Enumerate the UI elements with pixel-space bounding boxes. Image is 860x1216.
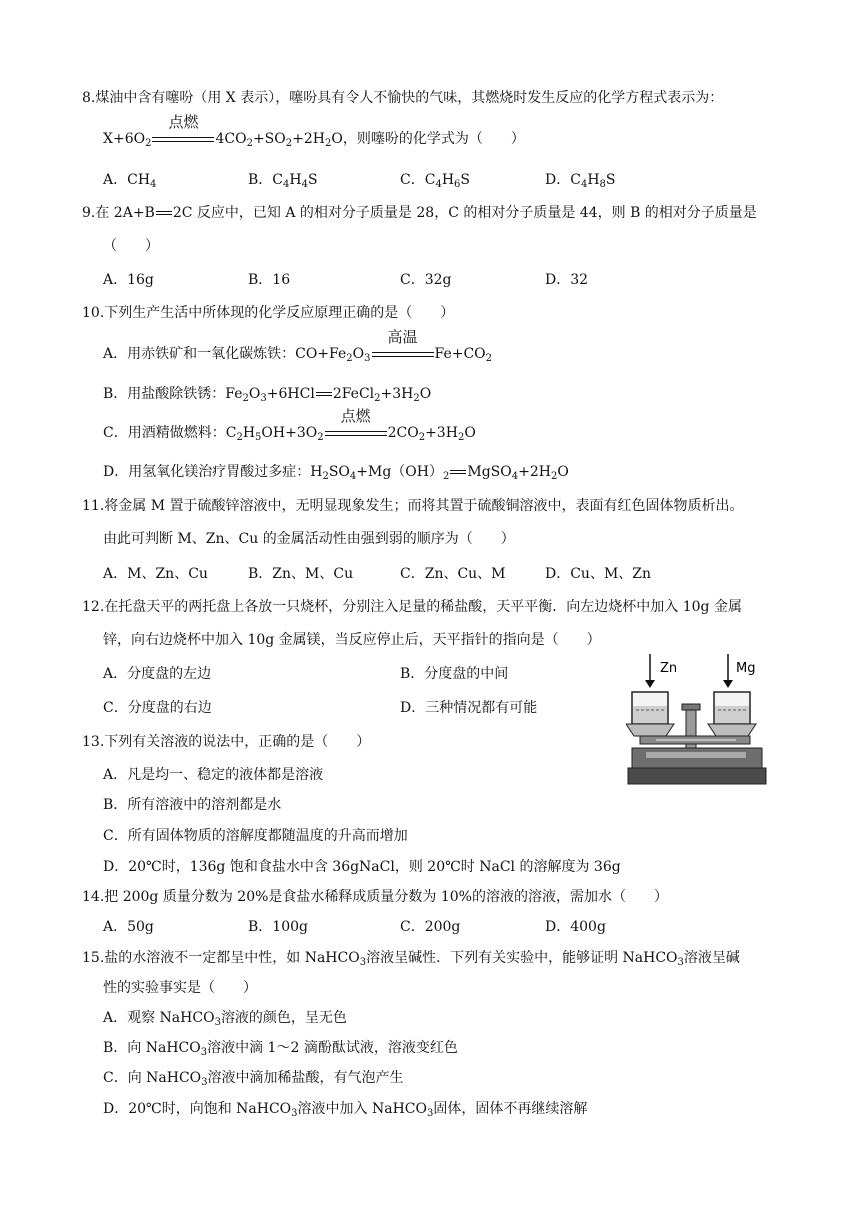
- q11-option-a[interactable]: A．M、Zn、Cu: [103, 566, 208, 582]
- q12-option-c[interactable]: C．分度盘的右边: [103, 700, 212, 716]
- q10-stem: 10.下列生产生活中所体现的化学反应原理正确的是（ ）: [82, 305, 455, 321]
- q14-option-b[interactable]: B．100g: [248, 919, 308, 935]
- q11-option-b[interactable]: B．Zn、M、Cu: [248, 566, 354, 582]
- q12-option-d[interactable]: D．三种情况都有可能: [400, 700, 538, 716]
- q8-stem: 8.煤油中含有噻吩（用 X 表示），噻吩具有令人不愉快的气味，其燃烧时发生反应的化学方程式表示为：: [82, 90, 724, 106]
- q13-option-d[interactable]: D．20℃时，136g 饱和食盐水中含 36gNaCl，则 20℃时 NaCl 的溶解度为 36g: [103, 859, 621, 875]
- q14-option-c[interactable]: C．200g: [400, 919, 461, 935]
- q8-option-a[interactable]: A．$CH_4$: [103, 172, 157, 190]
- mg-label: Mg: [736, 661, 756, 676]
- zn-label: Zn: [660, 661, 678, 676]
- q13-option-a[interactable]: A．凡是均一、稳定的液体都是溶液: [103, 767, 324, 783]
- q12-stem-2: 锌，向右边烧杯中加入 10g 金属镁，当反应停止后，天平指针的指向是（ ）: [103, 632, 601, 648]
- q11-stem-2: 由此可判断 M、Zn、Cu 的金属活动性由强到弱的顺序为（ ）: [103, 531, 515, 547]
- q11-stem: 11.将金属 M 置于硫酸锌溶液中，无明显现象发生；而将其置于硫酸铜溶液中，表面有红色固体物质析出。: [82, 498, 744, 514]
- q9-option-a[interactable]: A．16g: [103, 272, 154, 288]
- q14-stem: 14.把 200g 质量分数为 20%是食盐水稀释成质量分数为 10%的溶液的溶液，需加水（ ）: [82, 889, 668, 905]
- balance-figure: [626, 650, 770, 790]
- q14-option-a[interactable]: A．50g: [103, 919, 154, 935]
- q15-option-d[interactable]: D．20℃时，向饱和 NaHCO$_3$溶液中加入 NaHCO$_3$固体，固体不再继续溶解: [103, 1101, 588, 1119]
- q9-stem-blank: （ ）: [103, 238, 159, 254]
- q15-option-c[interactable]: C．向 NaHCO$_3$溶液中滴加稀盐酸，有气泡产生: [103, 1070, 404, 1088]
- q8-option-b[interactable]: B．$C_4H_4S$: [248, 172, 318, 190]
- q15-option-b[interactable]: B．向 NaHCO$_3$溶液中滴 1～2 滴酚酞试液，溶液变红色: [103, 1040, 458, 1058]
- q9-option-d[interactable]: D．32: [545, 272, 589, 288]
- q9-option-c[interactable]: C．32g: [400, 272, 452, 288]
- q15-stem-2: 性的实验事实是（ ）: [103, 980, 257, 996]
- q10-option-a[interactable]: A．用赤铁矿和一氧化碳炼铁：$CO+Fe_2O_3$ 高温 $Fe+CO_2$: [103, 328, 493, 364]
- reaction-condition-arrow: 高温: [372, 344, 434, 364]
- reaction-condition-arrow: 点燃: [152, 129, 214, 149]
- q12-option-a[interactable]: A．分度盘的左边: [103, 666, 212, 682]
- q14-option-d[interactable]: D．400g: [545, 919, 606, 935]
- q9-option-b[interactable]: B．16: [248, 272, 291, 288]
- q13-option-c[interactable]: C．所有固体物质的溶解度都随温度的升高而增加: [103, 828, 408, 844]
- q12-option-b[interactable]: B．分度盘的中间: [400, 666, 509, 682]
- q9-stem: 9.在 2A+B 2C 反应中，已知 A 的相对分子质量是 28，C 的相对分子质量是 44，则 B 的相对分子质量是: [82, 205, 757, 221]
- q13-option-b[interactable]: B．所有溶液中的溶剂都是水: [103, 797, 282, 813]
- right-pan: [708, 724, 756, 736]
- q10-option-d[interactable]: D．用氢氧化镁治疗胃酸过多症：$H_2SO_4+Mg(OH)_2$ $MgSO_4+2H_2O$: [103, 464, 569, 482]
- left-pan: [626, 724, 674, 736]
- q11-option-c[interactable]: C．Zn、Cu、M: [400, 566, 506, 582]
- q8-equation: $X+6O_2$ 点燃 $4CO_2+SO_2+2H_2O$，则噻吩的化学式为（ ）: [103, 113, 525, 149]
- q15-option-a[interactable]: A．观察 NaHCO$_3$溶液的颜色，呈无色: [103, 1010, 347, 1028]
- q8-option-c[interactable]: C．$C_4H_6S$: [400, 172, 470, 190]
- q10-option-b[interactable]: B．用盐酸除铁锈：$Fe_2O_3+6HCl$ $2FeCl_2+3H_2O$: [103, 386, 432, 404]
- reaction-condition-arrow: 点燃: [325, 423, 387, 443]
- q13-stem: 13.下列有关溶液的说法中，正确的是（ ）: [82, 734, 371, 750]
- q10-option-c[interactable]: C．用酒精做燃料：$C_2H_5OH+3O_2$ 点燃 $2CO_2+3H_2O$: [103, 407, 476, 443]
- q15-stem: 15.盐的水溶液不一定都呈中性，如 NaHCO$_3$溶液呈碱性．下列有关实验中，能够证明 NaHCO$_3$溶液呈碱: [82, 950, 740, 968]
- q11-option-d[interactable]: D．Cu、M、Zn: [545, 566, 652, 582]
- base: [632, 748, 762, 770]
- q12-stem: 12.在托盘天平的两托盘上各放一只烧杯，分别注入足量的稀盐酸，天平平衡．向左边烧杯中加入 10g 金属: [82, 599, 742, 615]
- q8-option-d[interactable]: D．$C_4H_8S$: [545, 172, 616, 190]
